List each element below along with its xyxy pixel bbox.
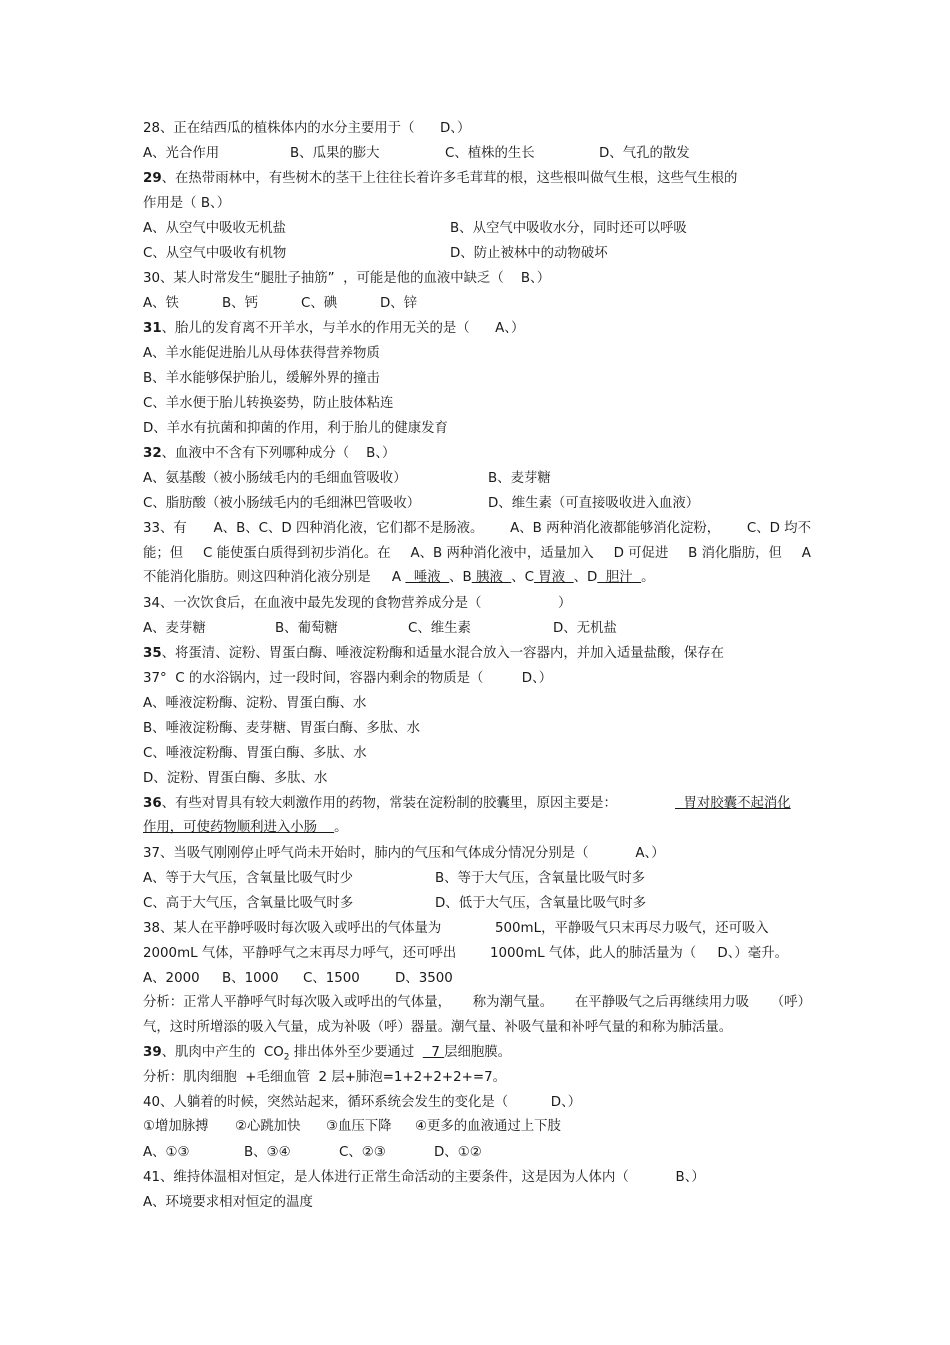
option-a: A、①③: [143, 1145, 190, 1160]
q35-option-d: D、淀粉、胃蛋白酶、多肽、水: [143, 771, 328, 786]
q31-number: 31: [143, 321, 162, 336]
q41-option-a: A、环境要求相对恒定的温度: [143, 1195, 313, 1210]
option-c: C、脂肪酸（被小肠绒毛内的毛细淋巴管吸收）: [143, 496, 421, 511]
q33-line3: 不能消化脂肪。则这四种消化液分别是 A 唾液 、B 胰液 、C 胃液 、D 胆汁 。: [143, 570, 655, 585]
option-a: A、麦芽糖: [143, 621, 206, 636]
q28-stem: 28、正在结西瓜的植株体内的水分主要用于（ D、）: [143, 121, 471, 136]
q39-stem: 39、肌肉中产生的 $CO_2$ 排出体外至少要通过 7 层细胞膜。: [143, 1045, 512, 1063]
q39-number: 39: [143, 1045, 162, 1060]
option-c: C、维生素: [408, 621, 471, 636]
q34-stem: 34、一次饮食后，在血液中最先发现的食物营养成分是（ ）: [143, 596, 572, 611]
option-b: B、麦芽糖: [488, 471, 551, 486]
q40-options: [143, 1143, 811, 1163]
q33-answer-c: 胃液: [534, 570, 574, 585]
q35-option-c: C、唾液淀粉酶、胃蛋白酶、多肽、水: [143, 746, 367, 761]
q31-option-b: B、羊水能够保护胎儿，缓解外界的撞击: [143, 371, 380, 386]
q32-stem: 32、血液中不含有下列哪种成分（ B、）: [143, 446, 396, 461]
q31-option-d: D、羊水有抗菌和抑菌的作用，利于胎儿的健康发育: [143, 421, 448, 436]
item-4: ④更多的血液通过上下肢: [415, 1119, 561, 1134]
option-a: A、等于大气压，含氧量比吸气时少: [143, 871, 354, 886]
q32-number: 32: [143, 446, 162, 461]
option-c: C、高于大气压，含氧量比吸气时多: [143, 896, 354, 911]
option-c: C、从空气中吸收有机物: [143, 246, 287, 261]
q33-answer-d: 胆汁: [597, 570, 642, 585]
q29-options-row2: [143, 244, 811, 264]
q40-items: [143, 1117, 811, 1137]
option-d: D、气孔的散发: [599, 146, 690, 161]
q31-stem: 31、胎儿的发育离不开羊水，与羊水的作用无关的是（ A、）: [143, 321, 525, 336]
option-a: A、2000: [143, 971, 200, 986]
q29-options-row1: [143, 219, 811, 239]
option-b: B、瓜果的膨大: [290, 146, 380, 161]
option-b: B、从空气中吸收水分，同时还可以呼吸: [450, 221, 687, 236]
item-2: ②心跳加快: [235, 1119, 301, 1134]
item-3: ③血压下降: [326, 1119, 392, 1134]
q41-stem: 41、维持体温相对恒定，是人体进行正常生命活动的主要条件，这是因为人体内（ B、）: [143, 1170, 705, 1185]
option-d: D、①②: [434, 1145, 482, 1160]
option-b: B、等于大气压，含氧量比吸气时多: [435, 871, 646, 886]
q36-answer-cont: 作用，可使药物顺利进入小肠 。: [143, 820, 348, 835]
option-d: D、锌: [380, 296, 418, 311]
option-c: C、碘: [301, 296, 338, 311]
option-d: D、防止被林中的动物破坏: [450, 246, 608, 261]
q33-answer-a: 唾液: [405, 570, 450, 585]
option-c: C、②③: [339, 1145, 386, 1160]
q31-option-a: A、羊水能促进胎儿从母体获得营养物质: [143, 346, 380, 361]
q40-stem: 40、人躺着的时候，突然站起来，循环系统会发生的变化是（ D、）: [143, 1095, 582, 1110]
q35-option-b: B、唾液淀粉酶、麦芽糖、胃蛋白酶、多肽、水: [143, 721, 420, 736]
q37-options-row1: [143, 869, 811, 889]
option-d: D、维生素（可直接吸收进入血液）: [488, 496, 700, 511]
option-b: B、葡萄糖: [275, 621, 338, 636]
q36-number: 36: [143, 796, 162, 811]
q32-options-row1: [143, 469, 811, 489]
q35-stem-cont: 37° C 的水浴锅内，过一段时间，容器内剩余的物质是（ D、）: [143, 671, 553, 686]
q38-options: [143, 969, 811, 989]
q33-line2: 能；但 C 能使蛋白质得到初步消化。在 A、B 两种消化液中，适量加入 D 可促进 B 消化脂肪，但 A: [143, 546, 811, 561]
q35-stem: 35、将蛋清、淀粉、胃蛋白酶、唾液淀粉酶和适量水混合放入一容器内，并加入适量盐酸，保存在: [143, 646, 725, 661]
q28-options: [143, 144, 811, 164]
option-d: D、3500: [395, 971, 453, 986]
item-1: ①增加脉搏: [143, 1119, 209, 1134]
q35-number: 35: [143, 646, 162, 661]
q33-line1: 33、有 A、B、C、D 四种消化液，它们都不是肠液。 A、B 两种消化液都能够消化淀粉， C、D 均不: [143, 521, 811, 536]
option-d: D、无机盐: [553, 621, 617, 636]
q32-options-row2: [143, 494, 811, 514]
q30-stem: 30、某人时常发生“腿肚子抽筋” ，可能是他的血液中缺乏（ B、）: [143, 271, 551, 286]
option-c: C、1500: [303, 971, 360, 986]
option-a: A、光合作用: [143, 146, 220, 161]
q39-analysis: 分析：肌肉细胞 +毛细血管 2 层+肺泡=1+2+2+2+=7。: [143, 1070, 507, 1085]
q38-analysis-cont: 气，这时所增添的吸入气量，成为补吸（呼）器量。潮气量、补吸气量和补呼气量的和称为肺活量。: [143, 1020, 733, 1035]
q36-stem: 36、有些对胃具有较大刺激作用的药物，常装在淀粉制的胶囊里，原因主要是： 胃对胶囊不起消化: [143, 794, 811, 814]
q37-stem: 37、当吸气刚刚停止呼气尚未开始时，肺内的气压和气体成分情况分别是（ A、）: [143, 846, 665, 861]
option-b: B、钙: [222, 296, 258, 311]
q33-answer-b: 胰液: [471, 570, 512, 585]
option-a: A、氨基酸（被小肠绒毛内的毛细血管吸收）: [143, 471, 407, 486]
q29-stem: 29、在热带雨林中，有些树木的茎干上往往长着许多毛茸茸的根，这些根叫做气生根，这些气生根的: [143, 171, 738, 186]
q38-stem-cont: 2000mL 气体，平静呼气之末再尽力呼气，还可呼出 1000mL 气体，此人的肺活量为（ D、）毫升。: [143, 946, 788, 961]
q34-options: [143, 619, 811, 639]
q30-options: [143, 294, 811, 314]
option-d: D、低于大气压，含氧量比吸气时多: [435, 896, 647, 911]
q35-option-a: A、唾液淀粉酶、淀粉、胃蛋白酶、水: [143, 696, 367, 711]
q29-stem-cont: 作用是（ B、）: [143, 196, 231, 211]
option-a: A、从空气中吸收无机盐: [143, 221, 287, 236]
q37-options-row2: [143, 894, 811, 914]
q38-stem: 38、某人在平静呼吸时每次吸入或呼出的气体量为 500mL，平静吸气只末再尽力吸气，还可吸入: [143, 921, 769, 936]
option-a: A、铁: [143, 296, 179, 311]
q29-number: 29: [143, 171, 162, 186]
q36-answer: 胃对胶囊不起消化: [675, 796, 791, 811]
q31-option-c: C、羊水便于胎儿转换姿势，防止肢体粘连: [143, 396, 394, 411]
q38-analysis: 分析：正常人平静呼气时每次吸入或呼出的气体量， 称为潮气量。 在平静吸气之后再继续用力吸 （呼）: [143, 995, 811, 1010]
option-b: B、1000: [222, 971, 279, 986]
option-b: B、③④: [244, 1145, 291, 1160]
option-c: C、植株的生长: [445, 146, 535, 161]
q39-answer: 7: [422, 1045, 445, 1060]
